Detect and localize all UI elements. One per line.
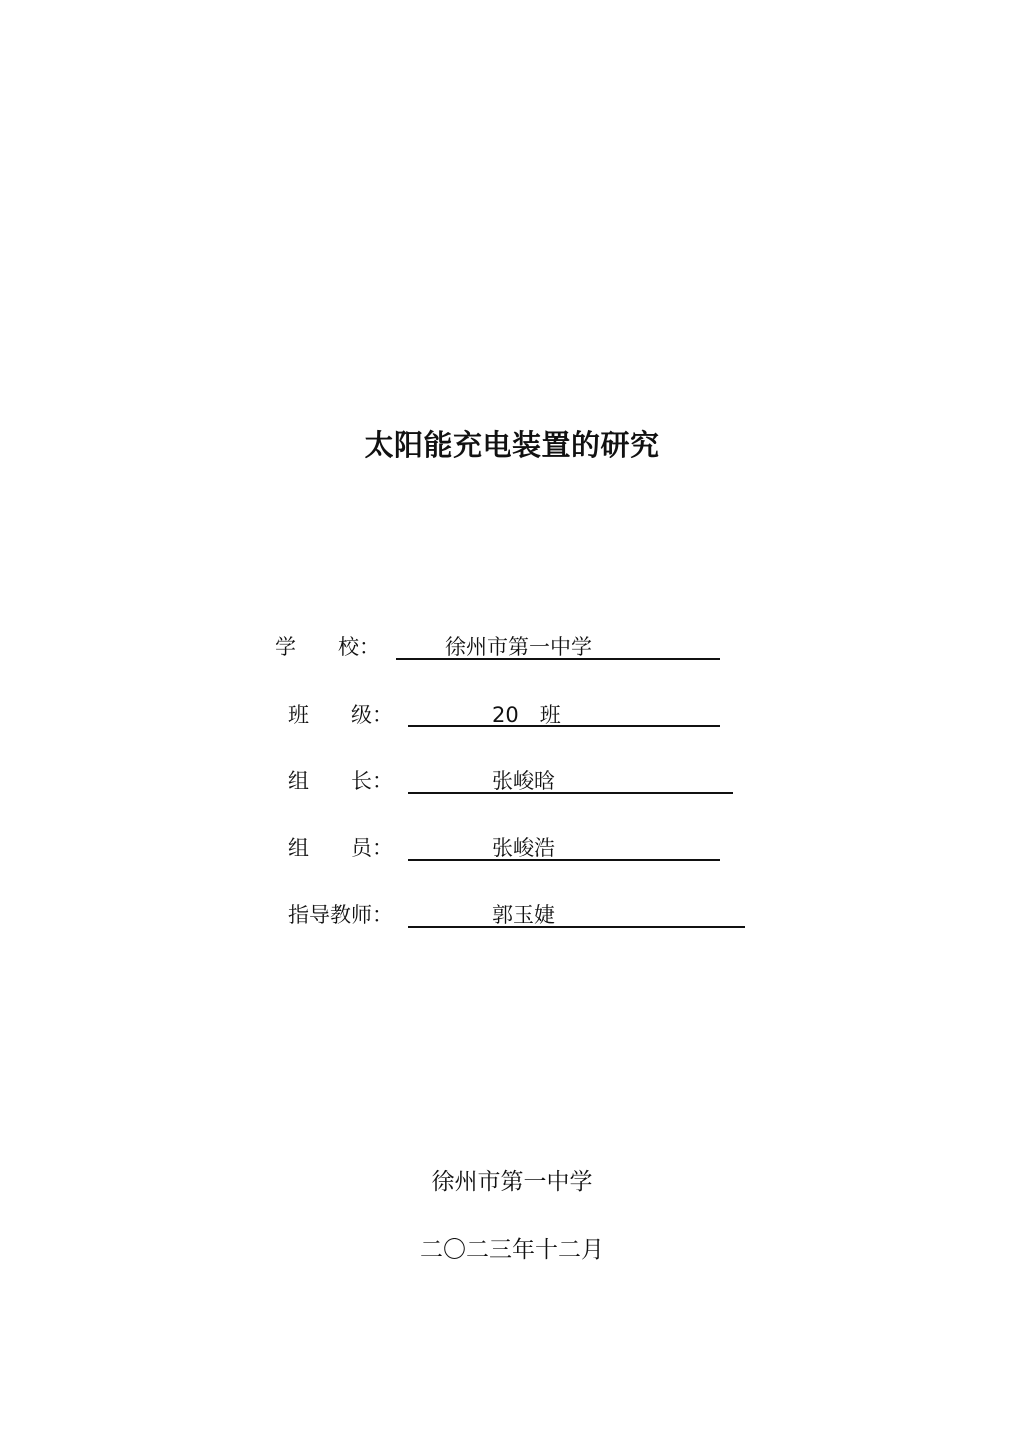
field-school-value: 徐州市第一中学	[445, 635, 592, 659]
field-class-underline	[408, 725, 720, 727]
field-leader-value: 张峻晗	[492, 769, 555, 793]
field-school-underline	[396, 658, 720, 660]
field-advisor-value: 郭玉婕	[492, 903, 555, 927]
field-class-value: 20 班	[492, 703, 561, 727]
field-advisor-underline	[408, 926, 745, 928]
field-school-label: 学 校：	[275, 635, 380, 659]
field-member-value: 张峻浩	[492, 836, 555, 860]
field-member-underline	[408, 859, 720, 861]
field-class-label: 班 级：	[288, 703, 393, 727]
footer-institution: 徐州市第一中学	[431, 1169, 593, 1195]
footer-date: 二〇二三年十二月	[420, 1237, 604, 1263]
field-leader-label: 组 长：	[288, 769, 393, 793]
field-member-label: 组 员：	[288, 836, 393, 860]
field-leader-underline	[408, 792, 733, 794]
page-title: 太阳能充电装置的研究	[364, 428, 660, 462]
field-advisor-label: 指导教师：	[288, 903, 393, 927]
